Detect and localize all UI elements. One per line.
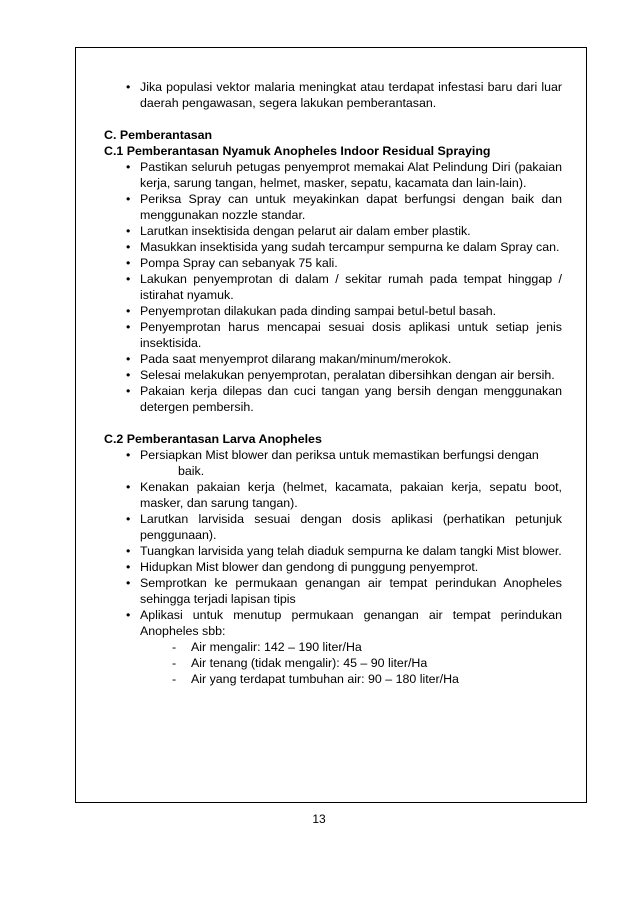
intro-list — [104, 79, 562, 111]
list-item: • Larutkan insektisida dengan pelarut air dalam ember plastik. — [122, 223, 562, 239]
list-item: • Kenakan pakaian kerja (helmet, kacamata, pakaian kerja, sepatu boot, masker, dan sarung tangan). — [122, 479, 562, 511]
dash-marker: - — [172, 640, 177, 654]
c2-list — [104, 447, 562, 639]
dosage-item — [104, 639, 562, 655]
list-item: • Tuangkan larvisida yang telah diaduk sempurna ke dalam tangki Mist blower. — [122, 543, 562, 559]
list-item-line: Persiapkan Mist blower dan periksa untuk memastikan berfungsi dengan — [140, 448, 539, 462]
list-item — [122, 447, 562, 479]
list-item: • Larutkan larvisida sesuai dengan dosis aplikasi (perhatikan petunjuk penggunaan). — [122, 511, 562, 543]
list-item: • Pada saat menyemprot dilarang makan/minum/merokok. — [122, 351, 562, 367]
list-item: • Selesai melakukan penyemprotan, peralatan dibersihkan dengan air bersih. — [122, 367, 562, 383]
list-item: • Hidupkan Mist blower dan gendong di punggung penyemprot. — [122, 559, 562, 575]
page-number: 13 — [312, 812, 326, 826]
dosage-list — [104, 639, 562, 687]
spacer — [104, 111, 562, 127]
list-item: • Pastikan seluruh petugas penyemprot memakai Alat Pelindung Diri (pakaian kerja, sarung tangan, helmet, masker, sepatu, kacamata dan lain-lain). — [122, 159, 562, 191]
list-item-line: baik. — [178, 464, 205, 478]
list-item: • Pompa Spray can sebanyak 75 kali. — [122, 255, 562, 271]
dosage-text: Air yang terdapat tumbuhan air: 90 – 180 liter/Ha — [191, 672, 459, 686]
subsection-heading-c2: C.2 Pemberantasan Larva Anopheles — [104, 432, 322, 446]
list-item: • Semprotkan ke permukaan genangan air tempat perindukan Anopheles sehingga terjadi lapisan tipis — [122, 575, 562, 607]
list-item: • Aplikasi untuk menutup permukaan genangan air tempat perindukan Anopheles sbb: — [122, 607, 562, 639]
dash-marker: - — [172, 672, 177, 686]
list-item: • Masukkan insektisida yang sudah tercampur sempurna ke dalam Spray can. — [122, 239, 562, 255]
list-item: • Pakaian kerja dilepas dan cuci tangan yang bersih dengan menggunakan detergen pembersih. — [122, 383, 562, 415]
spacer — [104, 415, 562, 431]
list-item: • Penyemprotan dilakukan pada dinding sampai betul-betul basah. — [122, 303, 562, 319]
subsection-heading-c1: C.1 Pemberantasan Nyamuk Anopheles Indoor Residual Spraying — [104, 144, 491, 158]
c1-list — [104, 159, 562, 415]
dosage-item — [104, 655, 562, 671]
list-item: • Penyemprotan harus mencapai sesuai dosis aplikasi untuk setiap jenis insektisida. — [122, 319, 562, 351]
dosage-text: Air mengalir: 142 – 190 liter/Ha — [191, 640, 362, 654]
list-item: • Jika populasi vektor malaria meningkat atau terdapat infestasi baru dari luar daerah pengawasan, segera lakukan pemberantasan. — [122, 79, 562, 111]
dosage-item — [104, 671, 562, 687]
list-item: • Lakukan penyemprotan di dalam / sekitar rumah pada tempat hinggap / istirahat nyamuk. — [122, 271, 562, 303]
dosage-text: Air tenang (tidak mengalir): 45 – 90 liter/Ha — [191, 656, 428, 670]
list-item: • Periksa Spray can untuk meyakinkan dapat berfungsi dengan baik dan menggunakan nozzle standar. — [122, 191, 562, 223]
dash-marker: - — [172, 656, 177, 670]
document-body — [104, 79, 562, 687]
section-heading: C. Pemberantasan — [104, 128, 213, 142]
